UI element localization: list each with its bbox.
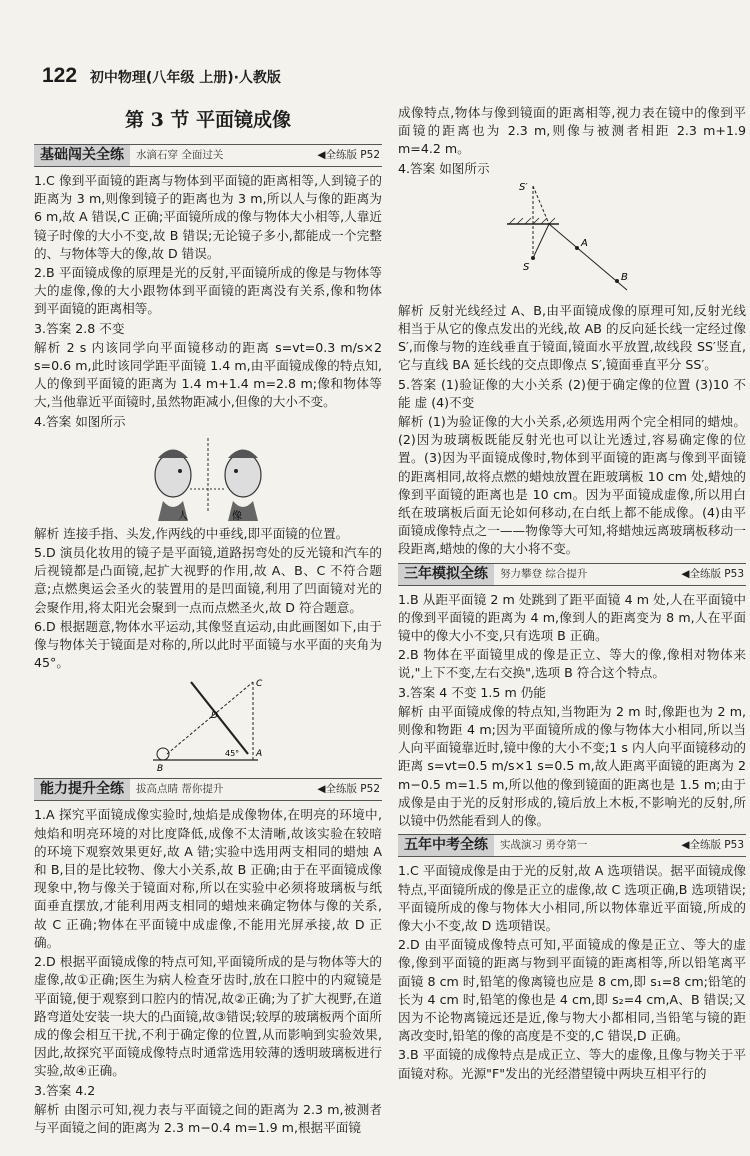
bar-subtitle: 实战演习 勇夺第一 <box>500 839 588 852</box>
figure-label-image: 像 <box>232 510 242 522</box>
bar-reference: ◀全练版 P53 <box>681 567 744 580</box>
mock-answer-1: 1.B 从距平面镜 2 m 处跳到了距平面镜 4 m 处,人在平面镜中的像到平面镜的距离为 4 m,像到人的距离变为 8 m,人在平面镜中的像大小不变,只有选项 B 正确。 <box>398 591 746 644</box>
page-header <box>42 64 281 90</box>
bar-label: 能力提升全练 <box>34 779 130 800</box>
exam-answer-1: 1.C 平面镜成像是由于光的反射,故 A 选项错误。据平面镜成像特点,平面镜所成的像是正立的虚像,故 C 选项正确,B 选项错误;平面镜所成的像与物体大小相同,所以物体靠近平面镜,所成的像大小不变,故 D 选项错误。 <box>398 863 746 933</box>
figure-label-angle: 45° <box>225 749 240 759</box>
reflection-ray-figure <box>497 180 647 300</box>
bar-label: 五年中考全练 <box>398 835 494 856</box>
ability-analysis-4: 解析 反射光线经过 A、B,由平面镜成像的原理可知,反射光线相当于从它的像点发出的光线,故 AB 的反向延长线一定经过像 S′,而像与物的连线垂直于镜面,镜面水平放置,故线段 SS′竖直,它与直线 BA 延长线的交点即像点 S′,镜面垂直平分 SS′。 <box>398 302 746 373</box>
answer-4: 4.答案 如图所示 <box>34 413 126 429</box>
ability-answer-1: 1.A 探究平面镜成像实验时,烛焰是成像物体,在明亮的环境中,烛焰和明亮环境的对比度降低,成像不太清晰,故该实验在较暗的环境下观察效果更好,故 A 错;实验中选用两支相同的蜡烛 A 和 B,目的是比较物、像大小关系,故 B 正确;由于在平面镜成像现象中,物与像关于镜面对称,所以在实验中必须将玻璃板与纸面垂直摆放,才能利用两支相同的蜡烛来确定物体与像的关系,故 C 正确;物体在平面镜中成虚像,不能用光屏承接,故 D 正确。 <box>34 807 382 950</box>
ability-answer-2: 2.D 根据平面镜成像的特点可知,平面镜所成的是与物体等大的虚像,故①正确;医生为病人检查牙齿时,放在口腔中的内窥镜是平面镜,便于观察到口腔内的情况,故②正确;为了扩大视野,在道路弯道处安装一块大的凸面镜,故③错误;较厚的玻璃板两个面所成的像会相互干扰,不利于确定像的位置,从而影响到实验效果,因此,故探究平面镜成像特点时通常选用较薄的透明玻璃板进行实验,故④正确。 <box>34 954 382 1079</box>
book-title: 初中物理(八年级 上册)·人教版 <box>89 70 281 86</box>
mirror-faces-figure <box>128 433 288 523</box>
figure-label-person: 人 <box>178 510 188 522</box>
bar-reference: ◀全练版 P53 <box>681 839 744 852</box>
figure-label-d: D <box>211 711 218 722</box>
figure-label-s: S <box>523 261 530 273</box>
section-bar-basic <box>34 144 382 167</box>
bar-label: 三年模拟全练 <box>398 564 494 585</box>
figure-label-b: B <box>621 271 628 283</box>
bar-subtitle: 拔高点睛 帮你提升 <box>136 783 224 796</box>
answer-6: 6.D 根据题意,物体水平运动,其像竖直运动,由此画图如下,由于像与物体关于镜面是对称的,所以此时平面镜与水平面的夹角为 45°。 <box>34 618 382 671</box>
ability-answer-3: 3.答案 4.2 <box>34 1082 96 1098</box>
left-column <box>34 140 382 1138</box>
ability-analysis-5: 解析 (1)为验证像的大小关系,必须选用两个完全相同的蜡烛。(2)因为玻璃板既能反射光也可以让光透过,容易确定像的位置。(3)因为平面镜成像时,物体到平面镜的距离与像到平面镜的距离相同,故将点燃的蜡烛放置在距玻璃板 10 cm 处,蜡烛的像到平面镜的距离也是 10 cm。因为平面镜成虚像,所以用白纸在玻璃板后面无论如何移动,在白纸上都不能成像。(4)由平面镜成像特点之一——物像等大可知,将蜡烛远离玻璃板移动一段距离,蜡烛的像的大小将不变。 <box>398 414 746 557</box>
mock-answer-2: 2.B 物体在平面镜里成的像是正立、等大的像,像相对物体来说,"上下不变,左右交换",选项 B 符合这个特点。 <box>398 647 746 681</box>
ability-answer-4: 4.答案 如图所示 <box>398 160 490 176</box>
page-number: 122 <box>42 64 78 87</box>
figure-label-s-prime: S′ <box>519 181 528 193</box>
bar-reference: ◀全练版 P52 <box>317 149 380 161</box>
exam-answer-2: 2.D 由平面镜成像特点可知,平面镜成的像是正立、等大的虚像,像到平面镜的距离与物到平面镜的距离相等,所以铅笔离平面镜 8 cm 时,铅笔的像离镜也应是 8 cm,即 s₁=8 cm;铅笔的长为 4 cm 时,铅笔的像也是 4 cm,即 s₂=4 cm,A、B 错误;又因为不论物离镜远还是近,像与物大小都相同,当铅笔与镜的距离改变时,铅笔的像的高度是不变的,C 错误,D 正确。 <box>398 937 746 1044</box>
bar-subtitle: 努力攀登 综合提升 <box>500 567 588 580</box>
figure-label-b: B <box>157 764 164 775</box>
section-bar-five-year <box>398 834 746 857</box>
analysis-3: 解析 2 s 内该同学向平面镜移动的距离 s=vt=0.3 m/s×2 s=0.6 m,此时该同学距平面镜 1.4 m,由平面镜成像的特点知,人的像到平面镜的距离为 1.4 m+1.4 m=2.8 m;像和物体等大,当他靠近平面镜时,虽然物距减小,但像的大小不变。 <box>34 339 382 410</box>
right-column <box>398 104 746 1084</box>
bar-label: 基础闯关全练 <box>34 145 130 166</box>
answer-1: 1.C 像到平面镜的距离与物体到平面镜的距离相等,人到镜子的距离为 3 m,则像到镜子的距离也为 3 m,所以人与像的距离为 6 m,故 A 错误,C 正确;平面镜所成的像与物体大小相等,人靠近镜子时像的大小不变,故 B 错误;无论镜子多小,都能成一个完整的、与物体等大的像,故 D 错误。 <box>34 173 382 261</box>
mirror-angle-figure <box>143 674 273 774</box>
ability-answer-5: 5.答案 (1)验证像的大小关系 (2)便于确定像的位置 (3)10 不能 虚 (4)不变 <box>398 376 746 410</box>
section-title: 第 3 节 平面镜成像 <box>124 109 292 131</box>
mock-analysis-3: 解析 由平面镜成像的特点知,当物距为 2 m 时,像距也为 2 m,则像和物距 4 m;因为平面镜所成的像与物体大小相同,所以当人向平面镜靠近时,镜中像的大小不变;1 s 内人向平面镜移动的距离 s=vt=0.5 m/s×1 s=0.5 m,故人距离平面镜的距离为 2 m−0.5 m=1.5 m,所以他的像到镜面的距离也是 1.5 m;由于成像是由于光的反射形成的,镜后放上木板,不影响光的反射,所以镜中仍然能看到人的像。 <box>398 703 746 829</box>
answer-5: 5.D 演员化妆用的镜子是平面镜,道路拐弯处的反光镜和汽车的后视镜都是凸面镜,起扩大视野的作用,故 A、B、C 不符合题意;点燃奥运会圣火的装置用的是凹面镜,利用了凹面镜对光的会聚作用,将太阳光会聚到一点而点燃圣火,故 D 符合题意。 <box>34 545 382 615</box>
bar-reference: ◀全练版 P52 <box>317 783 380 796</box>
exam-answer-3: 3.B 平面镜的成像特点是成正立、等大的虚像,且像与物关于平面镜对称。光源"F"发出的光经潜望镜中两块互相平行的 <box>398 1047 746 1081</box>
ability-analysis-3-cont: 成像特点,物体与像到镜面的距离相等,视力表在镜中的像到平面镜的距离也为 2.3 m,则像与被测者相距 2.3 m+1.9 m=4.2 m。 <box>398 105 746 157</box>
answer-3: 3.答案 2.8 不变 <box>34 320 125 336</box>
answer-2: 2.B 平面镜成像的原理是光的反射,平面镜所成的像是与物体等大的虚像,像的大小跟物体到平面镜的距离没有关系,像和物体到平面镜的距离相等。 <box>34 265 382 317</box>
section-bar-ability <box>34 778 382 801</box>
figure-label-a: A <box>581 237 588 249</box>
figure-label-a: A <box>256 749 263 760</box>
ability-analysis-3: 解析 由图示可知,视力表与平面镜之间的距离为 2.3 m,被测者与平面镜之间的距离为 2.3 m−0.4 m=1.9 m,根据平面镜 <box>34 1101 382 1135</box>
bar-subtitle: 水滴石穿 全面过关 <box>136 149 224 161</box>
mock-answer-3: 3.答案 4 不变 1.5 m 仍能 <box>398 684 546 700</box>
section-bar-three-year <box>398 563 746 586</box>
figure-label-c: C <box>256 679 263 690</box>
analysis-4: 解析 连接手指、头发,作两线的中垂线,即平面镜的位置。 <box>34 525 349 541</box>
